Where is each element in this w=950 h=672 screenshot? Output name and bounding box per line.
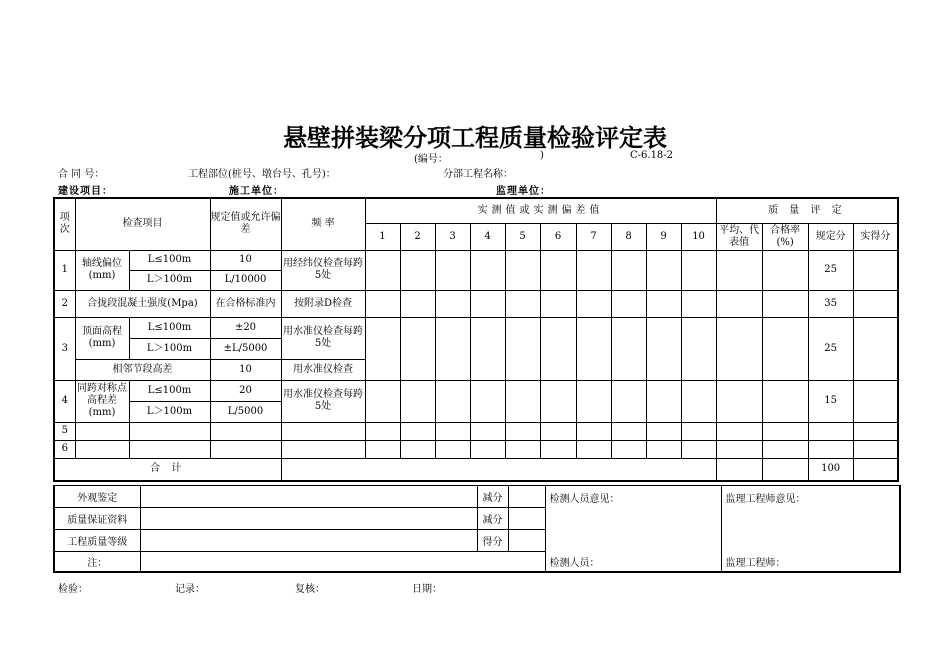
col-actual-score: 实得分 <box>853 223 898 250</box>
col-avg: 平均、代表值 <box>716 223 762 250</box>
frequency: 用水准仪检查 <box>281 359 365 380</box>
condition: L≤100m <box>129 380 210 401</box>
cell[interactable] <box>808 422 853 440</box>
cell[interactable] <box>576 422 611 440</box>
contract-no-label: 合 同 号： <box>58 169 105 180</box>
frequency: 用水准仪检查每跨5处 <box>281 317 365 359</box>
note-label: 注： <box>54 552 140 572</box>
spec-value: L/10000 <box>210 270 281 290</box>
cell[interactable] <box>853 290 898 317</box>
spec-value: 20 <box>210 380 281 401</box>
cell[interactable] <box>540 440 576 458</box>
cell[interactable] <box>129 422 210 440</box>
cell[interactable] <box>853 317 898 380</box>
row-no: 4 <box>54 380 75 422</box>
sub-project-label: 分部工程名称： <box>443 169 513 180</box>
cell[interactable] <box>470 440 505 458</box>
cell[interactable] <box>646 440 681 458</box>
quality-docs-label: 质量保证资料 <box>54 508 140 530</box>
cell[interactable] <box>853 458 898 481</box>
condition: L≤100m <box>129 317 210 338</box>
cell[interactable] <box>470 317 505 380</box>
quality-docs-value[interactable] <box>140 508 477 530</box>
cell[interactable] <box>716 317 762 380</box>
cell[interactable] <box>576 250 611 290</box>
cell[interactable] <box>611 422 646 440</box>
cell[interactable] <box>762 440 808 458</box>
cell[interactable] <box>762 317 808 380</box>
col-item-no: 项次 <box>54 198 75 250</box>
cell[interactable] <box>611 440 646 458</box>
score-label: 得分 <box>477 530 508 552</box>
cell[interactable] <box>365 317 400 380</box>
cell[interactable] <box>646 250 681 290</box>
supervisor-opinion-label: 监理工程师意见： <box>725 494 806 505</box>
col-num: 9 <box>646 223 681 250</box>
col-num: 8 <box>611 223 646 250</box>
cell[interactable] <box>435 440 470 458</box>
cell[interactable] <box>505 440 540 458</box>
evaluation-table <box>53 485 901 573</box>
supervisor-label: 监理工程师： <box>725 557 786 569</box>
code-label: (编号： <box>414 154 448 165</box>
cell[interactable] <box>681 317 716 380</box>
cell[interactable] <box>716 250 762 290</box>
col-num: 3 <box>435 223 470 250</box>
col-num: 1 <box>365 223 400 250</box>
cell[interactable] <box>365 290 400 317</box>
cell[interactable] <box>576 290 611 317</box>
footer-check: 检验： <box>58 584 88 595</box>
cell[interactable] <box>853 440 898 458</box>
cell[interactable] <box>540 250 576 290</box>
cell[interactable] <box>611 290 646 317</box>
deduct-value[interactable] <box>508 486 545 508</box>
total-label: 合 计 <box>54 458 281 481</box>
row-name: 合拢段混凝土强度(Mpa) <box>75 290 210 317</box>
cell[interactable] <box>762 422 808 440</box>
inspector-label: 检测人员： <box>549 557 600 569</box>
cell[interactable] <box>540 380 576 422</box>
deduct-label: 减分 <box>477 508 508 530</box>
footer-date: 日期： <box>412 584 442 595</box>
cell[interactable] <box>470 422 505 440</box>
total-score: 100 <box>808 458 853 481</box>
spec-score: 25 <box>808 317 853 380</box>
cell[interactable] <box>808 440 853 458</box>
cell[interactable] <box>611 380 646 422</box>
cell[interactable] <box>470 250 505 290</box>
col-num: 2 <box>400 223 435 250</box>
cell[interactable] <box>576 380 611 422</box>
col-check-item: 检查项目 <box>75 198 210 250</box>
cell[interactable] <box>716 422 762 440</box>
cell[interactable] <box>400 422 435 440</box>
cell[interactable] <box>470 290 505 317</box>
row-no: 5 <box>54 422 75 440</box>
grade-value[interactable] <box>140 530 477 552</box>
page-title: 悬壁拼装梁分项工程质量检验评定表 <box>283 123 667 152</box>
cell[interactable] <box>435 250 470 290</box>
cell[interactable] <box>576 317 611 380</box>
footer-review: 复核： <box>295 584 325 595</box>
cell[interactable] <box>762 380 808 422</box>
cell[interactable] <box>611 250 646 290</box>
col-num: 10 <box>681 223 716 250</box>
cell[interactable] <box>75 440 129 458</box>
col-num: 6 <box>540 223 576 250</box>
col-num: 5 <box>505 223 540 250</box>
cell[interactable] <box>281 440 365 458</box>
cell[interactable] <box>576 440 611 458</box>
cell[interactable] <box>365 380 400 422</box>
project-part-label: 工程部位(桩号、墩台号、孔号)： <box>188 169 336 180</box>
cell[interactable] <box>400 380 435 422</box>
cell[interactable] <box>853 380 898 422</box>
cell[interactable] <box>400 250 435 290</box>
cell[interactable] <box>853 422 898 440</box>
spec-value: ±L/5000 <box>210 338 281 359</box>
condition: L＞100m <box>129 401 210 422</box>
cell[interactable] <box>762 250 808 290</box>
grade-label: 工程质量等级 <box>54 530 140 552</box>
construction-unit-label: 施工单位： <box>229 186 284 197</box>
col-quality: 质 量 评 定 <box>716 198 898 223</box>
cell[interactable] <box>716 440 762 458</box>
cell[interactable] <box>611 317 646 380</box>
col-pass-rate: 合格率(%) <box>762 223 808 250</box>
condition: L＞100m <box>129 270 210 290</box>
cell[interactable] <box>365 422 400 440</box>
col-measured: 实测值或实测偏差值 <box>365 198 716 223</box>
col-num: 4 <box>470 223 505 250</box>
cell[interactable] <box>540 317 576 380</box>
frequency: 用水准仪检查每跨5处 <box>281 380 365 422</box>
inspection-table <box>53 197 899 482</box>
cell[interactable] <box>505 380 540 422</box>
cell[interactable] <box>716 458 762 481</box>
cell[interactable] <box>365 440 400 458</box>
inspector-opinion-label: 检测人员意见： <box>549 494 620 505</box>
supervisor-opinion-cell[interactable] <box>721 486 900 572</box>
construction-project-label: 建设项目： <box>58 186 113 197</box>
spec-value: 10 <box>210 250 281 270</box>
cell[interactable] <box>540 290 576 317</box>
cell[interactable] <box>681 440 716 458</box>
cell[interactable] <box>210 440 281 458</box>
sub-item: 相邻节段高差 <box>75 359 210 380</box>
col-spec: 规定值或允许偏差 <box>210 198 281 250</box>
row-no: 1 <box>54 250 75 290</box>
row-no: 6 <box>54 440 75 458</box>
cell[interactable] <box>435 317 470 380</box>
cell[interactable] <box>435 422 470 440</box>
row-name: 轴线偏位(mm) <box>75 250 129 290</box>
cell[interactable] <box>470 380 505 422</box>
condition: L≤100m <box>129 250 210 270</box>
cell[interactable] <box>75 422 129 440</box>
deduct-label: 减分 <box>477 486 508 508</box>
appearance-value[interactable] <box>140 486 477 508</box>
cell[interactable] <box>681 250 716 290</box>
cell[interactable] <box>400 290 435 317</box>
condition: L＞100m <box>129 338 210 359</box>
row-name: 顶面高程(mm) <box>75 317 129 359</box>
cell[interactable] <box>505 250 540 290</box>
cell[interactable] <box>281 422 365 440</box>
row-no: 3 <box>54 317 75 380</box>
supervision-unit-label: 监理单位： <box>496 186 551 197</box>
cell[interactable] <box>681 290 716 317</box>
footer-record: 记录： <box>175 584 205 595</box>
cell[interactable] <box>435 380 470 422</box>
form-number: C-6.18-2 <box>630 150 674 161</box>
cell[interactable] <box>762 458 808 481</box>
cell[interactable] <box>762 290 808 317</box>
col-spec-score: 规定分 <box>808 223 853 250</box>
appearance-label: 外观鉴定 <box>54 486 140 508</box>
cell[interactable] <box>435 290 470 317</box>
note-value[interactable] <box>140 552 545 572</box>
spec-score: 35 <box>808 290 853 317</box>
cell[interactable] <box>646 380 681 422</box>
cell[interactable] <box>540 422 576 440</box>
inspector-opinion-cell[interactable] <box>545 486 721 572</box>
cell[interactable] <box>681 422 716 440</box>
cell[interactable] <box>646 290 681 317</box>
col-frequency: 频 率 <box>281 198 365 250</box>
score-value[interactable] <box>508 530 545 552</box>
spec-score: 15 <box>808 380 853 422</box>
spec-value: 在合格标准内 <box>210 290 281 317</box>
cell[interactable] <box>400 317 435 380</box>
spec-value: 10 <box>210 359 281 380</box>
cell[interactable] <box>400 440 435 458</box>
spec-score: 25 <box>808 250 853 290</box>
cell[interactable] <box>716 380 762 422</box>
cell[interactable] <box>505 317 540 380</box>
cell[interactable] <box>365 250 400 290</box>
frequency: 用经纬仪检查每跨5处 <box>281 250 365 290</box>
cell[interactable] <box>281 458 716 481</box>
frequency: 按附录D检查 <box>281 290 365 317</box>
cell[interactable] <box>853 250 898 290</box>
cell[interactable] <box>681 380 716 422</box>
cell[interactable] <box>505 422 540 440</box>
spec-value: L/5000 <box>210 401 281 422</box>
col-num: 7 <box>576 223 611 250</box>
code-close: ) <box>540 150 544 161</box>
cell[interactable] <box>716 290 762 317</box>
cell[interactable] <box>505 290 540 317</box>
spec-value: ±20 <box>210 317 281 338</box>
row-no: 2 <box>54 290 75 317</box>
cell[interactable] <box>210 422 281 440</box>
cell[interactable] <box>129 440 210 458</box>
row-name: 同跨对称点高程差(mm) <box>75 380 129 422</box>
cell[interactable] <box>646 422 681 440</box>
deduct-value[interactable] <box>508 508 545 530</box>
cell[interactable] <box>646 317 681 380</box>
